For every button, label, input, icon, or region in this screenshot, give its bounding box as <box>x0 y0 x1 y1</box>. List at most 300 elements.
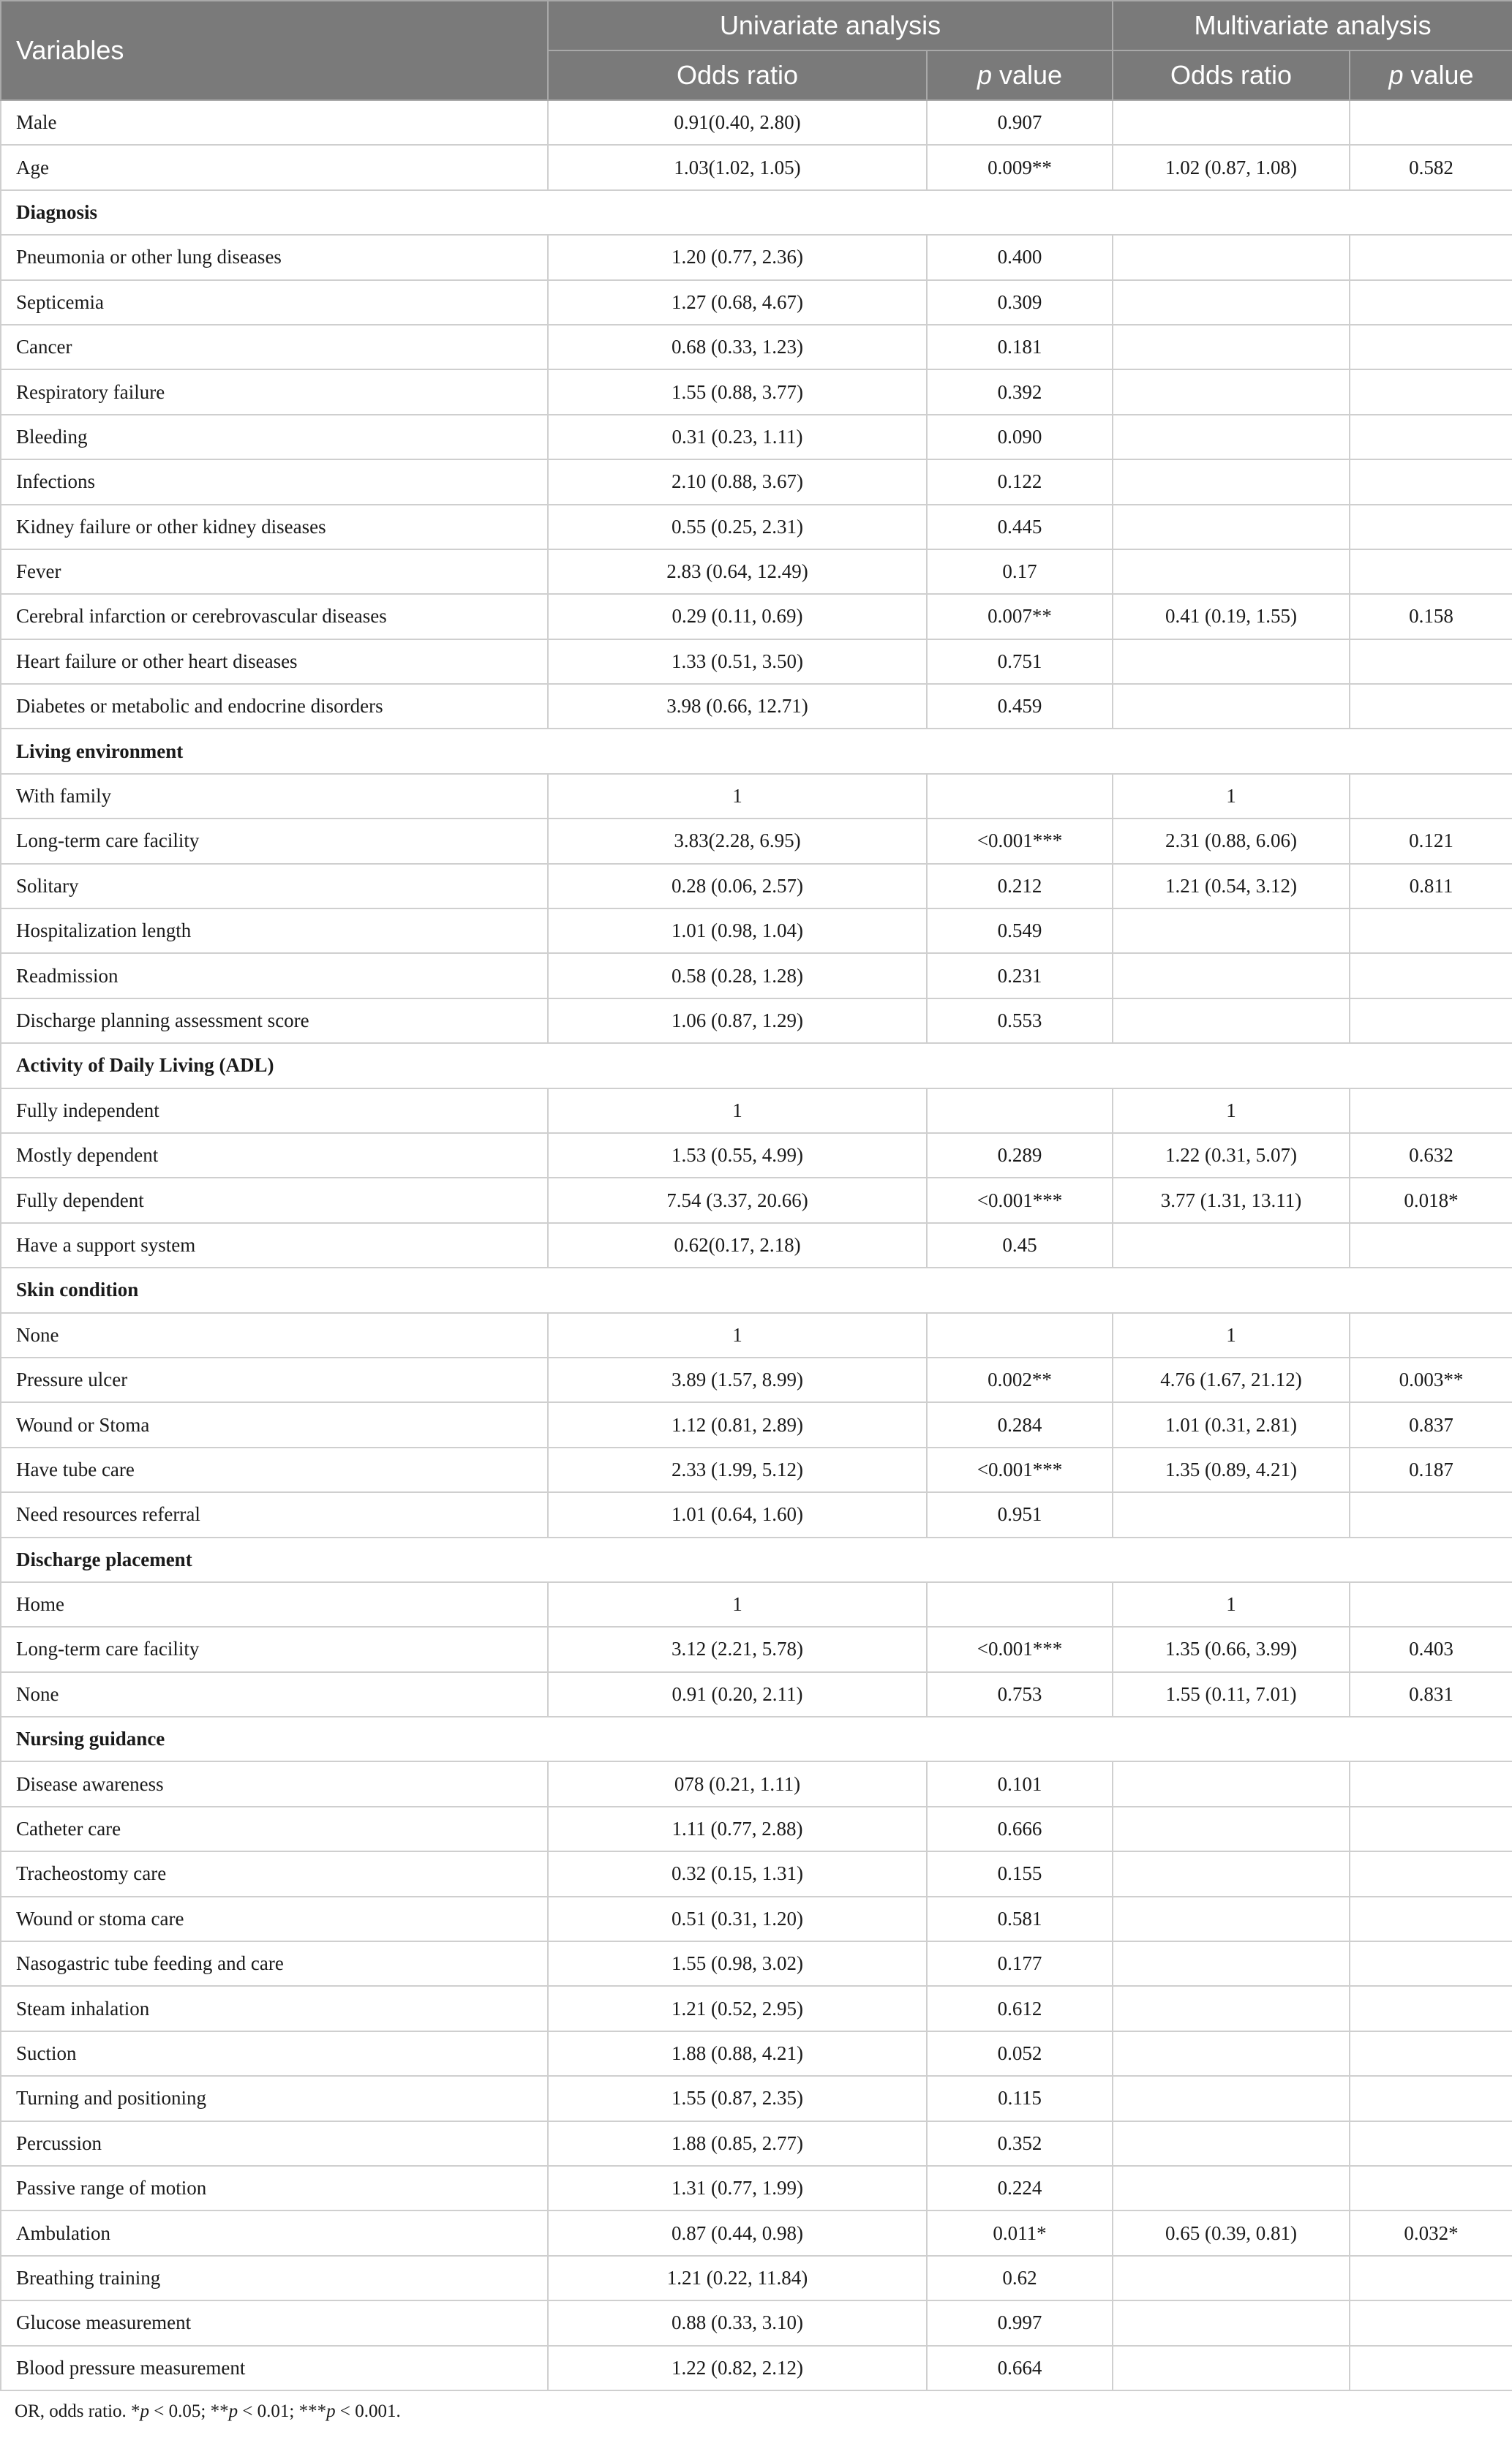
multi-p-value-cell <box>1350 2121 1512 2166</box>
multi-p-value-cell: 0.003** <box>1350 1358 1512 1402</box>
uni-odds-ratio-cell: 1 <box>548 774 927 819</box>
uni-odds-ratio-cell: 0.68 (0.33, 1.23) <box>548 325 927 369</box>
variable-cell: Glucose measurement <box>1 2300 548 2345</box>
footnote-p: p <box>228 2401 238 2421</box>
table-row <box>1 1448 1512 1492</box>
header-multi-odds-ratio: Odds ratio <box>1113 50 1350 100</box>
table-row <box>1 1358 1512 1402</box>
multi-odds-ratio-cell: 1.35 (0.66, 3.99) <box>1113 1627 1350 1671</box>
multi-odds-ratio-cell <box>1113 1941 1350 1986</box>
uni-odds-ratio-cell: 1.53 (0.55, 4.99) <box>548 1133 927 1178</box>
uni-p-value-cell: 0.309 <box>927 280 1113 325</box>
table-row <box>1 684 1512 729</box>
uni-odds-ratio-cell: 1.03(1.02, 1.05) <box>548 145 927 189</box>
multi-p-value-cell <box>1350 908 1512 953</box>
uni-p-value-cell <box>927 1582 1113 1627</box>
footnote-text: < 0.001. <box>335 2401 401 2421</box>
table-row <box>1 1133 1512 1178</box>
table-row <box>1 1223 1512 1268</box>
multi-p-value-cell <box>1350 639 1512 684</box>
variable-cell: Mostly dependent <box>1 1133 548 1178</box>
multi-odds-ratio-cell: 1 <box>1113 774 1350 819</box>
uni-odds-ratio-cell: 1.31 (0.77, 1.99) <box>548 2166 927 2210</box>
multi-p-value-cell: 0.632 <box>1350 1133 1512 1178</box>
header-variables: Variables <box>1 1 548 100</box>
uni-p-value-cell: 0.284 <box>927 1402 1113 1447</box>
uni-p-value-cell: 0.664 <box>927 2346 1113 2390</box>
multi-p-value-cell <box>1350 2300 1512 2345</box>
uni-p-value-cell: <0.001*** <box>927 1178 1113 1222</box>
table-row <box>1 235 1512 279</box>
multi-odds-ratio-cell <box>1113 953 1350 998</box>
uni-p-value-cell: 0.459 <box>927 684 1113 729</box>
uni-odds-ratio-cell: 1 <box>548 1088 927 1133</box>
multi-odds-ratio-cell <box>1113 1897 1350 1941</box>
uni-odds-ratio-cell: 0.31 (0.23, 1.11) <box>548 415 927 459</box>
multi-odds-ratio-cell <box>1113 325 1350 369</box>
variable-cell: Tracheostomy care <box>1 1851 548 1896</box>
multi-p-value-cell <box>1350 1223 1512 1268</box>
uni-p-value-cell: 0.352 <box>927 2121 1113 2166</box>
multi-odds-ratio-cell <box>1113 2031 1350 2076</box>
uni-p-value-cell: 0.612 <box>927 1986 1113 2031</box>
uni-p-value-cell: 0.122 <box>927 459 1113 504</box>
uni-p-value-cell: 0.907 <box>927 100 1113 145</box>
multi-odds-ratio-cell <box>1113 2076 1350 2121</box>
multi-odds-ratio-cell <box>1113 100 1350 145</box>
multi-odds-ratio-cell: 4.76 (1.67, 21.12) <box>1113 1358 1350 1402</box>
uni-odds-ratio-cell: 1.55 (0.87, 2.35) <box>548 2076 927 2121</box>
multi-p-value-cell <box>1350 505 1512 549</box>
section-label: Skin condition <box>1 1268 1512 1312</box>
uni-p-value-cell: 0.052 <box>927 2031 1113 2076</box>
section-row <box>1 1043 1512 1088</box>
table-row <box>1 2256 1512 2300</box>
uni-p-value-cell: 0.400 <box>927 235 1113 279</box>
variable-cell: Fully dependent <box>1 1178 548 1222</box>
variable-cell: Readmission <box>1 953 548 998</box>
uni-odds-ratio-cell: 1 <box>548 1313 927 1358</box>
value-word: value <box>991 60 1063 90</box>
table-row <box>1 1178 1512 1222</box>
table-row <box>1 1088 1512 1133</box>
multi-p-value-cell <box>1350 1761 1512 1806</box>
uni-p-value-cell: 0.177 <box>927 1941 1113 1986</box>
section-row <box>1 729 1512 773</box>
uni-odds-ratio-cell: 7.54 (3.37, 20.66) <box>548 1178 927 1222</box>
variable-cell: Wound or Stoma <box>1 1402 548 1447</box>
multi-p-value-cell <box>1350 235 1512 279</box>
table-row <box>1 1851 1512 1896</box>
multi-p-value-cell <box>1350 415 1512 459</box>
uni-odds-ratio-cell: 1.20 (0.77, 2.36) <box>548 235 927 279</box>
variable-cell: Disease awareness <box>1 1761 548 1806</box>
header-uni-odds-ratio: Odds ratio <box>548 50 927 100</box>
uni-p-value-cell: 0.951 <box>927 1492 1113 1537</box>
multi-odds-ratio-cell: 1.22 (0.31, 5.07) <box>1113 1133 1350 1178</box>
table-row <box>1 1986 1512 2031</box>
multi-p-value-cell <box>1350 1851 1512 1896</box>
multi-p-value-cell <box>1350 2256 1512 2300</box>
multi-odds-ratio-cell <box>1113 2346 1350 2390</box>
table-footnote <box>15 2401 401 2422</box>
section-row <box>1 1268 1512 1312</box>
uni-odds-ratio-cell: 1.12 (0.81, 2.89) <box>548 1402 927 1447</box>
multi-p-value-cell: 0.018* <box>1350 1178 1512 1222</box>
variable-cell: Catheter care <box>1 1807 548 1851</box>
multi-odds-ratio-cell <box>1113 459 1350 504</box>
multi-odds-ratio-cell <box>1113 280 1350 325</box>
multi-p-value-cell: 0.121 <box>1350 819 1512 863</box>
header-multivariate: Multivariate analysis <box>1113 1 1512 50</box>
multi-odds-ratio-cell: 1.02 (0.87, 1.08) <box>1113 145 1350 189</box>
multi-p-value-cell <box>1350 2031 1512 2076</box>
multi-odds-ratio-cell <box>1113 549 1350 594</box>
variable-cell: Kidney failure or other kidney diseases <box>1 505 548 549</box>
multi-p-value-cell <box>1350 325 1512 369</box>
uni-p-value-cell: <0.001*** <box>927 819 1113 863</box>
uni-p-value-cell: 0.181 <box>927 325 1113 369</box>
table-row <box>1 1672 1512 1717</box>
uni-p-value-cell <box>927 1313 1113 1358</box>
table-row <box>1 1897 1512 1941</box>
multi-odds-ratio-cell: 1.01 (0.31, 2.81) <box>1113 1402 1350 1447</box>
uni-odds-ratio-cell: 078 (0.21, 1.11) <box>548 1761 927 1806</box>
multi-p-value-cell: 0.032* <box>1350 2210 1512 2255</box>
table-row <box>1 369 1512 414</box>
table-row <box>1 998 1512 1043</box>
multi-odds-ratio-cell: 1.21 (0.54, 3.12) <box>1113 864 1350 908</box>
uni-p-value-cell: 0.155 <box>927 1851 1113 1896</box>
table-row <box>1 549 1512 594</box>
multi-odds-ratio-cell: 1 <box>1113 1088 1350 1133</box>
variable-cell: None <box>1 1672 548 1717</box>
p-letter: p <box>977 60 992 90</box>
footnote-text: < 0.01; *** <box>238 2401 327 2421</box>
table-body <box>1 100 1512 2390</box>
section-row <box>1 190 1512 235</box>
uni-odds-ratio-cell: 3.12 (2.21, 5.78) <box>548 1627 927 1671</box>
multi-p-value-cell <box>1350 2346 1512 2390</box>
variable-cell: Pneumonia or other lung diseases <box>1 235 548 279</box>
table-row <box>1 459 1512 504</box>
uni-odds-ratio-cell: 1.55 (0.98, 3.02) <box>548 1941 927 1986</box>
p-letter: p <box>1388 60 1404 90</box>
uni-odds-ratio-cell: 1 <box>548 1582 927 1627</box>
variable-cell: Passive range of motion <box>1 2166 548 2210</box>
uni-p-value-cell <box>927 774 1113 819</box>
variable-cell: Fever <box>1 549 548 594</box>
uni-odds-ratio-cell: 1.01 (0.64, 1.60) <box>548 1492 927 1537</box>
section-label: Nursing guidance <box>1 1717 1512 1761</box>
multi-odds-ratio-cell <box>1113 1761 1350 1806</box>
uni-odds-ratio-cell: 0.88 (0.33, 3.10) <box>548 2300 927 2345</box>
section-row <box>1 1717 1512 1761</box>
variable-cell: Infections <box>1 459 548 504</box>
variable-cell: Discharge planning assessment score <box>1 998 548 1043</box>
table-row <box>1 1807 1512 1851</box>
uni-odds-ratio-cell: 2.83 (0.64, 12.49) <box>548 549 927 594</box>
multi-p-value-cell: 0.837 <box>1350 1402 1512 1447</box>
multi-p-value-cell <box>1350 2166 1512 2210</box>
uni-odds-ratio-cell: 1.88 (0.85, 2.77) <box>548 2121 927 2166</box>
uni-p-value-cell: 0.45 <box>927 1223 1113 1268</box>
uni-p-value-cell: 0.581 <box>927 1897 1113 1941</box>
multi-odds-ratio-cell <box>1113 1807 1350 1851</box>
multi-p-value-cell <box>1350 459 1512 504</box>
variable-cell: Breathing training <box>1 2256 548 2300</box>
multi-odds-ratio-cell <box>1113 235 1350 279</box>
multi-odds-ratio-cell: 3.77 (1.31, 13.11) <box>1113 1178 1350 1222</box>
table-row <box>1 2121 1512 2166</box>
variable-cell: Cerebral infarction or cerebrovascular diseases <box>1 594 548 639</box>
variable-cell: None <box>1 1313 548 1358</box>
uni-odds-ratio-cell: 1.01 (0.98, 1.04) <box>548 908 927 953</box>
uni-p-value-cell: 0.289 <box>927 1133 1113 1178</box>
uni-odds-ratio-cell: 3.83(2.28, 6.95) <box>548 819 927 863</box>
variable-cell: Have a support system <box>1 1223 548 1268</box>
section-label: Living environment <box>1 729 1512 773</box>
variable-cell: Long-term care facility <box>1 819 548 863</box>
uni-p-value-cell: 0.553 <box>927 998 1113 1043</box>
table-row <box>1 1402 1512 1447</box>
variable-cell: Respiratory failure <box>1 369 548 414</box>
uni-odds-ratio-cell: 0.51 (0.31, 1.20) <box>548 1897 927 1941</box>
multi-p-value-cell <box>1350 1941 1512 1986</box>
section-label: Discharge placement <box>1 1538 1512 1582</box>
table-row <box>1 325 1512 369</box>
variable-cell: Bleeding <box>1 415 548 459</box>
uni-p-value-cell: 0.231 <box>927 953 1113 998</box>
table-row <box>1 864 1512 908</box>
uni-p-value-cell: <0.001*** <box>927 1627 1113 1671</box>
multi-p-value-cell: 0.403 <box>1350 1627 1512 1671</box>
uni-odds-ratio-cell: 1.06 (0.87, 1.29) <box>548 998 927 1043</box>
multi-odds-ratio-cell <box>1113 639 1350 684</box>
table-row <box>1 2076 1512 2121</box>
uni-odds-ratio-cell: 0.32 (0.15, 1.31) <box>548 1851 927 1896</box>
table-row <box>1 774 1512 819</box>
header-uni-p-value <box>927 50 1113 100</box>
variable-cell: Cancer <box>1 325 548 369</box>
uni-odds-ratio-cell: 3.98 (0.66, 12.71) <box>548 684 927 729</box>
table-row <box>1 594 1512 639</box>
table-row <box>1 908 1512 953</box>
multi-odds-ratio-cell <box>1113 2121 1350 2166</box>
multi-p-value-cell <box>1350 998 1512 1043</box>
multi-odds-ratio-cell <box>1113 998 1350 1043</box>
uni-p-value-cell: 0.17 <box>927 549 1113 594</box>
variable-cell: Solitary <box>1 864 548 908</box>
uni-p-value-cell: 0.666 <box>927 1807 1113 1851</box>
table-row <box>1 1761 1512 1806</box>
footnote-text: < 0.05; ** <box>149 2401 229 2421</box>
uni-p-value-cell: 0.011* <box>927 2210 1113 2255</box>
variable-cell: Long-term care facility <box>1 1627 548 1671</box>
variable-cell: Pressure ulcer <box>1 1358 548 1402</box>
table-row <box>1 505 1512 549</box>
uni-p-value-cell: 0.101 <box>927 1761 1113 1806</box>
multi-odds-ratio-cell <box>1113 369 1350 414</box>
uni-p-value-cell: 0.090 <box>927 415 1113 459</box>
multi-odds-ratio-cell <box>1113 2256 1350 2300</box>
uni-odds-ratio-cell: 1.22 (0.82, 2.12) <box>548 2346 927 2390</box>
variable-cell: Male <box>1 100 548 145</box>
multi-p-value-cell <box>1350 1807 1512 1851</box>
multi-p-value-cell <box>1350 953 1512 998</box>
uni-odds-ratio-cell: 0.29 (0.11, 0.69) <box>548 594 927 639</box>
variable-cell: Heart failure or other heart diseases <box>1 639 548 684</box>
multi-odds-ratio-cell <box>1113 1223 1350 1268</box>
header-univariate: Univariate analysis <box>548 1 1113 50</box>
multi-odds-ratio-cell: 0.41 (0.19, 1.55) <box>1113 594 1350 639</box>
variable-cell: Suction <box>1 2031 548 2076</box>
variable-cell: Ambulation <box>1 2210 548 2255</box>
uni-p-value-cell: 0.009** <box>927 145 1113 189</box>
variable-cell: Have tube care <box>1 1448 548 1492</box>
uni-p-value-cell: 0.212 <box>927 864 1113 908</box>
uni-odds-ratio-cell: 0.58 (0.28, 1.28) <box>548 953 927 998</box>
variable-cell: Steam inhalation <box>1 1986 548 2031</box>
uni-odds-ratio-cell: 0.28 (0.06, 2.57) <box>548 864 927 908</box>
uni-odds-ratio-cell: 1.11 (0.77, 2.88) <box>548 1807 927 1851</box>
multi-odds-ratio-cell <box>1113 1492 1350 1537</box>
multi-odds-ratio-cell: 1.35 (0.89, 4.21) <box>1113 1448 1350 1492</box>
multi-p-value-cell <box>1350 1897 1512 1941</box>
section-label: Activity of Daily Living (ADL) <box>1 1043 1512 1088</box>
uni-odds-ratio-cell: 0.55 (0.25, 2.31) <box>548 505 927 549</box>
table-row <box>1 2166 1512 2210</box>
multi-p-value-cell: 0.811 <box>1350 864 1512 908</box>
table-row <box>1 2346 1512 2390</box>
multi-p-value-cell <box>1350 1986 1512 2031</box>
variable-cell: Wound or stoma care <box>1 1897 548 1941</box>
header-row-groups <box>1 1 1512 50</box>
footnote-p: p <box>326 2401 336 2421</box>
uni-odds-ratio-cell: 1.21 (0.52, 2.95) <box>548 1986 927 2031</box>
multi-odds-ratio-cell <box>1113 684 1350 729</box>
multi-odds-ratio-cell: 1.55 (0.11, 7.01) <box>1113 1672 1350 1717</box>
section-row <box>1 1538 1512 1582</box>
multi-p-value-cell <box>1350 369 1512 414</box>
table-row <box>1 819 1512 863</box>
variable-cell: Turning and positioning <box>1 2076 548 2121</box>
uni-p-value-cell: 0.002** <box>927 1358 1113 1402</box>
uni-p-value-cell: 0.549 <box>927 908 1113 953</box>
table-row <box>1 2300 1512 2345</box>
uni-p-value-cell: 0.751 <box>927 639 1113 684</box>
multi-p-value-cell <box>1350 280 1512 325</box>
uni-p-value-cell: 0.224 <box>927 2166 1113 2210</box>
multi-odds-ratio-cell <box>1113 505 1350 549</box>
table-row <box>1 953 1512 998</box>
table-row <box>1 2210 1512 2255</box>
multi-odds-ratio-cell: 0.65 (0.39, 0.81) <box>1113 2210 1350 2255</box>
multi-p-value-cell <box>1350 684 1512 729</box>
multi-odds-ratio-cell <box>1113 1986 1350 2031</box>
multi-p-value-cell <box>1350 100 1512 145</box>
uni-odds-ratio-cell: 1.55 (0.88, 3.77) <box>548 369 927 414</box>
table-row <box>1 1627 1512 1671</box>
table-row <box>1 1582 1512 1627</box>
section-label: Diagnosis <box>1 190 1512 235</box>
variable-cell: Age <box>1 145 548 189</box>
header-multi-p-value <box>1350 50 1512 100</box>
multi-p-value-cell <box>1350 1582 1512 1627</box>
uni-odds-ratio-cell: 0.87 (0.44, 0.98) <box>548 2210 927 2255</box>
table-row <box>1 1313 1512 1358</box>
multi-p-value-cell: 0.187 <box>1350 1448 1512 1492</box>
uni-odds-ratio-cell: 1.88 (0.88, 4.21) <box>548 2031 927 2076</box>
variable-cell: Need resources referral <box>1 1492 548 1537</box>
footnote-p: p <box>140 2401 150 2421</box>
table-row <box>1 100 1512 145</box>
table-header <box>1 1 1512 100</box>
table-row <box>1 1941 1512 1986</box>
uni-p-value-cell: 0.115 <box>927 2076 1113 2121</box>
multi-p-value-cell <box>1350 549 1512 594</box>
multi-odds-ratio-cell <box>1113 908 1350 953</box>
multi-odds-ratio-cell <box>1113 1851 1350 1896</box>
uni-p-value-cell: 0.753 <box>927 1672 1113 1717</box>
uni-odds-ratio-cell: 0.62(0.17, 2.18) <box>548 1223 927 1268</box>
multi-p-value-cell <box>1350 1088 1512 1133</box>
variable-cell: Septicemia <box>1 280 548 325</box>
table-row <box>1 2031 1512 2076</box>
uni-odds-ratio-cell: 3.89 (1.57, 8.99) <box>548 1358 927 1402</box>
variable-cell: Percussion <box>1 2121 548 2166</box>
multi-p-value-cell <box>1350 1313 1512 1358</box>
multi-p-value-cell <box>1350 1492 1512 1537</box>
variable-cell: Blood pressure measurement <box>1 2346 548 2390</box>
uni-odds-ratio-cell: 2.33 (1.99, 5.12) <box>548 1448 927 1492</box>
uni-p-value-cell: 0.007** <box>927 594 1113 639</box>
multi-p-value-cell: 0.582 <box>1350 145 1512 189</box>
variable-cell: Home <box>1 1582 548 1627</box>
variable-cell: With family <box>1 774 548 819</box>
table-row <box>1 415 1512 459</box>
variable-cell: Hospitalization length <box>1 908 548 953</box>
table-row <box>1 639 1512 684</box>
multi-p-value-cell: 0.831 <box>1350 1672 1512 1717</box>
variable-cell: Diabetes or metabolic and endocrine disorders <box>1 684 548 729</box>
multi-odds-ratio-cell: 1 <box>1113 1582 1350 1627</box>
table-row <box>1 145 1512 189</box>
uni-odds-ratio-cell: 1.33 (0.51, 3.50) <box>548 639 927 684</box>
uni-odds-ratio-cell: 1.21 (0.22, 11.84) <box>548 2256 927 2300</box>
multi-odds-ratio-cell <box>1113 415 1350 459</box>
footnote-or: OR, odds ratio. * <box>15 2401 140 2421</box>
uni-odds-ratio-cell: 1.27 (0.68, 4.67) <box>548 280 927 325</box>
uni-p-value-cell: <0.001*** <box>927 1448 1113 1492</box>
table-row <box>1 280 1512 325</box>
variable-cell: Fully independent <box>1 1088 548 1133</box>
variable-cell: Nasogastric tube feeding and care <box>1 1941 548 1986</box>
uni-p-value-cell <box>927 1088 1113 1133</box>
multi-odds-ratio-cell: 2.31 (0.88, 6.06) <box>1113 819 1350 863</box>
multi-odds-ratio-cell <box>1113 2300 1350 2345</box>
uni-odds-ratio-cell: 0.91 (0.20, 2.11) <box>548 1672 927 1717</box>
table-row <box>1 1492 1512 1537</box>
uni-odds-ratio-cell: 0.91(0.40, 2.80) <box>548 100 927 145</box>
uni-odds-ratio-cell: 2.10 (0.88, 3.67) <box>548 459 927 504</box>
multi-p-value-cell <box>1350 774 1512 819</box>
uni-p-value-cell: 0.445 <box>927 505 1113 549</box>
multi-p-value-cell: 0.158 <box>1350 594 1512 639</box>
uni-p-value-cell: 0.392 <box>927 369 1113 414</box>
multi-odds-ratio-cell <box>1113 2166 1350 2210</box>
uni-p-value-cell: 0.62 <box>927 2256 1113 2300</box>
